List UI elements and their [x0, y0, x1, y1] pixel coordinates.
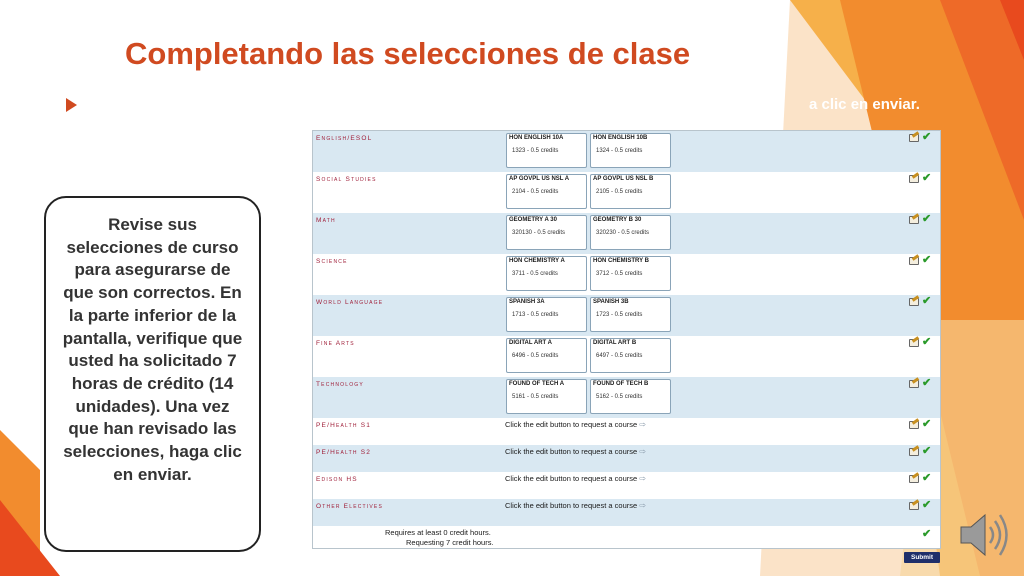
- edit-icon[interactable]: [909, 339, 919, 347]
- course-card[interactable]: [506, 256, 587, 291]
- checkmark-icon: ✔: [922, 295, 932, 307]
- course-detail: 1324 - 0.5 credits: [596, 148, 643, 154]
- bullet-arrow-icon: [66, 98, 77, 112]
- course-card[interactable]: [506, 297, 587, 332]
- course-row: [313, 254, 940, 295]
- edit-message: [505, 474, 646, 483]
- checkmark-icon: ✔: [922, 472, 932, 484]
- course-name: HON ENGLISH 10B: [593, 135, 648, 141]
- edit-message: [505, 447, 646, 456]
- course-card[interactable]: [506, 133, 587, 168]
- course-card[interactable]: [506, 174, 587, 209]
- course-detail: 6496 - 0.5 credits: [512, 353, 559, 359]
- course-detail: 320230 - 0.5 credits: [596, 230, 650, 236]
- submit-button[interactable]: Submit: [904, 552, 940, 563]
- edit-icon[interactable]: [909, 298, 919, 306]
- course-detail: 320130 - 0.5 credits: [512, 230, 566, 236]
- edit-icon[interactable]: [909, 380, 919, 388]
- subject-label: World Language: [316, 299, 384, 306]
- edit-row: [313, 472, 940, 499]
- edit-message-text: Click the edit button to request a course: [505, 501, 638, 510]
- course-name: AP GOVPL US NSL B: [593, 176, 654, 182]
- edit-icon[interactable]: [909, 134, 919, 142]
- course-name: AP GOVPL US NSL A: [509, 176, 570, 182]
- checkmark-icon: ✔: [922, 172, 932, 184]
- edit-row: [313, 499, 940, 526]
- edit-icon[interactable]: [909, 175, 919, 183]
- arrow-right-icon: ⇨: [639, 474, 646, 483]
- course-card[interactable]: [590, 379, 671, 414]
- course-row: [313, 336, 940, 377]
- subject-label: Fine Arts: [316, 340, 355, 347]
- course-row: [313, 295, 940, 336]
- edit-icon[interactable]: [909, 448, 919, 456]
- checkmark-icon: ✔: [922, 377, 932, 389]
- checkmark-icon: ✔: [922, 445, 932, 457]
- edit-message-text: Click the edit button to request a course: [505, 474, 638, 483]
- course-name: SPANISH 3A: [509, 299, 545, 305]
- subject-label: Social Studies: [316, 176, 377, 183]
- course-name: SPANISH 3B: [593, 299, 629, 305]
- checkmark-icon: ✔: [922, 528, 932, 540]
- course-card[interactable]: [590, 297, 671, 332]
- course-row: [313, 377, 940, 418]
- course-detail: 3712 - 0.5 credits: [596, 271, 643, 277]
- checkmark-icon: ✔: [922, 213, 932, 225]
- edit-message-text: Click the edit button to request a course: [505, 420, 638, 429]
- course-detail: 6497 - 0.5 credits: [596, 353, 643, 359]
- course-name: FOUND OF TECH B: [593, 381, 649, 387]
- arrow-right-icon: ⇨: [639, 420, 646, 429]
- course-detail: 2105 - 0.5 credits: [596, 189, 643, 195]
- arrow-right-icon: ⇨: [639, 447, 646, 456]
- edit-message-text: Click the edit button to request a course: [505, 447, 638, 456]
- course-name: HON CHEMISTRY A: [509, 258, 565, 264]
- course-name: GEOMETRY B 30: [593, 217, 642, 223]
- course-name: DIGITAL ART B: [593, 340, 637, 346]
- course-row: [313, 213, 940, 254]
- course-detail: 3711 - 0.5 credits: [512, 271, 558, 277]
- edit-row: [313, 418, 940, 445]
- checkmark-icon: ✔: [922, 336, 932, 348]
- requesting-credit-text: Requesting 7 credit hours.: [406, 538, 494, 547]
- subject-label: Other Electives: [316, 503, 383, 510]
- course-card[interactable]: [590, 338, 671, 373]
- edit-icon[interactable]: [909, 421, 919, 429]
- edit-icon[interactable]: [909, 216, 919, 224]
- course-name: HON ENGLISH 10A: [509, 135, 564, 141]
- arrow-right-icon: ⇨: [639, 501, 646, 510]
- course-detail: 1723 - 0.5 credits: [596, 312, 643, 318]
- subject-label: Science: [316, 258, 348, 265]
- requires-credit-text: Requires at least 0 credit hours.: [385, 528, 491, 537]
- edit-icon[interactable]: [909, 475, 919, 483]
- edit-message: [505, 501, 646, 510]
- checkmark-icon: ✔: [922, 254, 932, 266]
- edit-icon[interactable]: [909, 502, 919, 510]
- course-name: HON CHEMISTRY B: [593, 258, 650, 264]
- subject-label: Math: [316, 217, 336, 224]
- subject-label: Technology: [316, 381, 364, 388]
- course-detail: 2104 - 0.5 credits: [512, 189, 559, 195]
- course-card[interactable]: [506, 379, 587, 414]
- course-card[interactable]: [590, 215, 671, 250]
- course-detail: 5162 - 0.5 credits: [596, 394, 643, 400]
- course-card[interactable]: [506, 215, 587, 250]
- course-card[interactable]: [590, 174, 671, 209]
- credit-summary-row: [313, 526, 940, 548]
- course-detail: 1323 - 0.5 credits: [512, 148, 559, 154]
- course-row: [313, 131, 940, 172]
- instruction-callout: Revise sus selecciones de curso para asegurarse de que son correctos. En la parte inferior de la pantalla, verifique que usted ha solicitado 7 horas de crédito (14 unidades). Una vez que han revisado las selecciones, haga clic en enviar.: [44, 196, 261, 552]
- course-row: [313, 172, 940, 213]
- course-card[interactable]: [506, 338, 587, 373]
- course-card[interactable]: [590, 133, 671, 168]
- subject-label: PE/Health S1: [316, 422, 372, 429]
- bullet-text: a clic en enviar.: [809, 96, 920, 113]
- course-name: DIGITAL ART A: [509, 340, 552, 346]
- checkmark-icon: ✔: [922, 418, 932, 430]
- course-selection-panel: [312, 130, 941, 561]
- edit-message: [505, 420, 646, 429]
- course-detail: 5161 - 0.5 credits: [512, 394, 559, 400]
- course-name: FOUND OF TECH A: [509, 381, 565, 387]
- subject-label: English/ESOL: [316, 135, 373, 142]
- subject-label: Edison HS: [316, 476, 358, 483]
- checkmark-icon: ✔: [922, 131, 932, 143]
- slide-title: Completando las selecciones de clase: [125, 36, 691, 71]
- course-name: GEOMETRY A 30: [509, 217, 557, 223]
- edit-row: [313, 445, 940, 472]
- subject-label: PE/Health S2: [316, 449, 372, 456]
- speaker-icon[interactable]: [955, 507, 1011, 563]
- edit-icon[interactable]: [909, 257, 919, 265]
- course-card[interactable]: [590, 256, 671, 291]
- checkmark-icon: ✔: [922, 499, 932, 511]
- course-detail: 1713 - 0.5 credits: [512, 312, 559, 318]
